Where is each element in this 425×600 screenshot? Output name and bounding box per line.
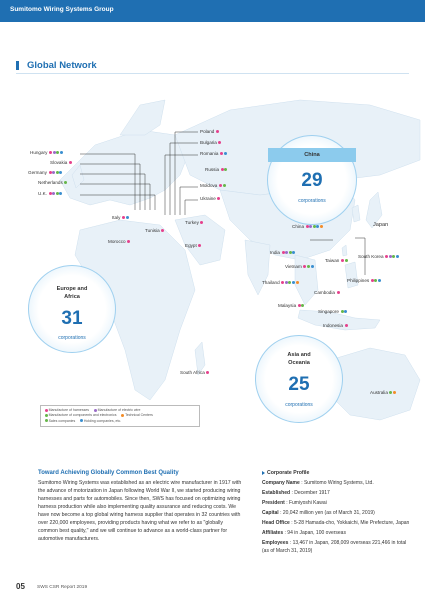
country-malaysia bbox=[278, 304, 304, 309]
business-dot bbox=[345, 259, 348, 262]
country-romania bbox=[200, 152, 227, 157]
business-dot bbox=[126, 216, 129, 219]
business-dot bbox=[313, 225, 316, 228]
country-dots bbox=[281, 251, 295, 256]
business-dot bbox=[221, 168, 224, 171]
business-dot bbox=[392, 255, 395, 258]
country-label: South Korea bbox=[358, 254, 384, 259]
business-dot bbox=[161, 229, 164, 232]
business-dot bbox=[56, 151, 59, 154]
profile-label: Head Office bbox=[262, 520, 290, 526]
profile-label: Affiliates bbox=[262, 530, 284, 536]
profile-row bbox=[262, 520, 412, 528]
profile-label: Company Name bbox=[262, 480, 300, 486]
business-dot bbox=[206, 371, 209, 374]
country-label: Tunisia bbox=[145, 228, 160, 233]
country-thailand bbox=[262, 281, 299, 286]
country-label: Hungary bbox=[30, 150, 48, 155]
country-label: Singapore bbox=[318, 309, 339, 314]
country-label: Japan bbox=[373, 222, 389, 228]
business-dot bbox=[285, 281, 288, 284]
country-label: Philippines bbox=[347, 278, 370, 283]
country-dots bbox=[121, 216, 128, 221]
profile-value: : Sumitomo Wiring Systems, Ltd. bbox=[301, 480, 374, 486]
business-dot bbox=[303, 265, 306, 268]
business-dot bbox=[289, 251, 292, 254]
country-dots bbox=[127, 240, 131, 245]
legend-dot bbox=[94, 409, 97, 412]
country-russia bbox=[205, 168, 227, 173]
country-label: Ukraine bbox=[200, 196, 216, 201]
country-dots bbox=[220, 168, 227, 173]
section-title: Global Network bbox=[27, 60, 97, 71]
business-dot bbox=[385, 255, 388, 258]
title-rule bbox=[16, 73, 409, 74]
region-china-unit: corporations bbox=[298, 198, 326, 204]
country-ukraine bbox=[200, 197, 220, 202]
country-dots bbox=[303, 265, 314, 270]
country-philippines bbox=[347, 279, 381, 284]
country-poland bbox=[200, 130, 219, 135]
country-uk bbox=[38, 192, 62, 197]
world-map bbox=[0, 80, 425, 450]
country-dots bbox=[206, 371, 210, 376]
business-dot bbox=[122, 216, 125, 219]
region-europe-name-1: Europe and bbox=[56, 286, 88, 292]
country-turkey bbox=[185, 221, 203, 226]
region-asia-name-2: Oceania bbox=[288, 360, 310, 366]
country-label: Poland bbox=[200, 129, 215, 134]
legend-label: Manufacture of harnesses bbox=[48, 408, 90, 412]
legend-label: Sales companies bbox=[48, 418, 76, 423]
country-dots bbox=[68, 161, 72, 166]
business-dot bbox=[217, 197, 220, 200]
body-title: Toward Achieving Globally Common Best Quality bbox=[38, 470, 179, 476]
business-dot bbox=[309, 225, 312, 228]
business-dot bbox=[389, 391, 392, 394]
business-dot bbox=[378, 279, 381, 282]
country-dots bbox=[305, 225, 323, 230]
business-dot bbox=[218, 141, 221, 144]
business-dot bbox=[59, 192, 62, 195]
country-vietnam bbox=[285, 265, 314, 270]
country-south-africa bbox=[180, 371, 209, 376]
business-dot bbox=[292, 281, 295, 284]
company-name: Sumitomo Wiring Systems Group bbox=[10, 6, 114, 13]
country-india bbox=[270, 251, 295, 256]
profile-row bbox=[262, 480, 412, 488]
country-label: Moldova bbox=[200, 183, 218, 188]
business-dot bbox=[64, 181, 67, 184]
business-dot bbox=[219, 184, 222, 187]
country-dots bbox=[217, 197, 221, 202]
country-label: Russia bbox=[205, 167, 220, 172]
header-band bbox=[0, 0, 425, 22]
country-dots bbox=[48, 171, 62, 176]
country-dots bbox=[344, 324, 348, 329]
country-dots bbox=[198, 244, 202, 249]
legend-item bbox=[120, 413, 152, 418]
legend-label: Manufacture of components and electronics bbox=[48, 413, 117, 418]
business-dot bbox=[371, 279, 374, 282]
business-dot bbox=[224, 152, 227, 155]
country-china bbox=[292, 225, 323, 230]
page-number: 05 bbox=[16, 582, 25, 591]
business-dot bbox=[307, 265, 310, 268]
business-dot bbox=[49, 171, 52, 174]
body-text: Sumitomo Wiring Systems was established as an electric wire manufacturer in 1917 with the advance of motorization in Japan following World War II, we started producing wiring harnesses and parts for automobiles. Since then, SWS has focused on optimizing wiring harness production while also implementing quality assurance and reducing costs. We have now become a top global wiring harness supplier that operates in 32 countries with over 220,000 employees, providing products having what we refer to as "globally common best quality," and we will continue to advance as a world-class partner for automotive manufacturers. bbox=[38, 480, 242, 543]
profile-row bbox=[262, 540, 412, 555]
country-italy bbox=[112, 216, 129, 221]
region-europe-unit: corporations bbox=[58, 335, 86, 341]
region-asia-unit: corporations bbox=[285, 402, 313, 408]
region-asia-name-1: Asia and bbox=[287, 352, 311, 358]
business-dot bbox=[281, 281, 284, 284]
business-dot bbox=[292, 251, 295, 254]
region-china bbox=[267, 135, 357, 225]
country-dots bbox=[48, 151, 62, 156]
business-dot bbox=[341, 259, 344, 262]
country-indonesia bbox=[323, 324, 348, 329]
map-legend bbox=[40, 405, 200, 427]
profile-label: Established bbox=[262, 490, 291, 496]
business-dot bbox=[341, 310, 344, 313]
business-dot bbox=[393, 391, 396, 394]
business-dot bbox=[288, 281, 291, 284]
business-dot bbox=[49, 151, 52, 154]
business-dot bbox=[282, 251, 285, 254]
legend-dot bbox=[45, 419, 48, 422]
business-dot bbox=[337, 291, 340, 294]
business-dot bbox=[374, 279, 377, 282]
region-asia-count: 25 bbox=[288, 374, 310, 395]
profile-label: President bbox=[262, 500, 285, 506]
country-bulgaria bbox=[200, 141, 221, 146]
business-dot bbox=[320, 225, 323, 228]
title-marker bbox=[16, 61, 23, 70]
business-dot bbox=[298, 304, 301, 307]
country-dots bbox=[385, 255, 399, 260]
business-dot bbox=[311, 265, 314, 268]
country-egypt bbox=[185, 244, 201, 249]
country-singapore bbox=[318, 310, 347, 315]
business-dot bbox=[60, 151, 63, 154]
country-label: Netherlands bbox=[38, 180, 63, 185]
country-germany bbox=[28, 171, 62, 176]
country-australia bbox=[370, 391, 396, 396]
country-dots bbox=[215, 130, 219, 135]
business-dot bbox=[223, 184, 226, 187]
business-dot bbox=[53, 151, 56, 154]
legend-label: Holding companies, etc. bbox=[83, 418, 122, 423]
legend-item bbox=[79, 419, 121, 424]
legend-dot bbox=[45, 414, 48, 417]
profile-value: : 94 in Japan, 100 overseas bbox=[284, 530, 346, 536]
legend-label: Technical Centers bbox=[125, 413, 153, 418]
country-dots bbox=[281, 281, 299, 286]
legend-dot bbox=[80, 419, 83, 422]
business-dot bbox=[52, 192, 55, 195]
business-dot bbox=[296, 281, 299, 284]
business-dot bbox=[344, 310, 347, 313]
country-dots bbox=[297, 304, 304, 309]
profile-value: : 20,042 million yen (as of March 31, 2019) bbox=[280, 510, 375, 516]
country-taiwan bbox=[325, 259, 348, 264]
region-europe-name-2: Africa bbox=[64, 294, 80, 300]
country-dots bbox=[340, 259, 347, 264]
profile-row bbox=[262, 530, 412, 538]
country-morocco bbox=[108, 240, 130, 245]
corporate-profile bbox=[262, 480, 412, 558]
country-label: Vietnam bbox=[285, 264, 302, 269]
business-dot bbox=[69, 161, 72, 164]
legend-dot bbox=[45, 409, 48, 412]
country-label: Cambodia bbox=[314, 290, 335, 295]
region-china-count: 29 bbox=[301, 170, 323, 191]
country-cambodia bbox=[314, 291, 340, 296]
country-dots bbox=[218, 184, 225, 189]
country-label: Malaysia bbox=[278, 303, 297, 308]
country-label: Australia bbox=[370, 390, 388, 395]
profile-label: Employees bbox=[262, 540, 289, 546]
business-dot bbox=[198, 244, 201, 247]
business-dot bbox=[285, 251, 288, 254]
business-dot bbox=[301, 304, 304, 307]
business-dot bbox=[306, 225, 309, 228]
profile-value: : December 1917 bbox=[291, 490, 330, 496]
country-dots bbox=[389, 391, 396, 396]
country-label: India bbox=[270, 250, 280, 255]
country-label: U.K. bbox=[38, 191, 47, 196]
profile-value: : 5-28 Hamada-cho, Yokkaichi, Mie Prefecture, Japan bbox=[291, 520, 410, 526]
country-dots bbox=[370, 279, 381, 284]
country-label: Egypt bbox=[185, 243, 197, 248]
business-dot bbox=[224, 168, 227, 171]
region-china-name: China bbox=[304, 152, 320, 158]
profile-heading: Corporate Profile bbox=[262, 470, 309, 476]
country-label: Italy bbox=[112, 215, 121, 220]
business-dot bbox=[216, 130, 219, 133]
profile-row bbox=[262, 500, 412, 508]
business-dot bbox=[52, 171, 55, 174]
country-dots bbox=[48, 192, 62, 197]
country-dots bbox=[161, 229, 165, 234]
country-dots bbox=[200, 221, 204, 226]
legend-item bbox=[44, 419, 75, 424]
country-netherlands bbox=[38, 181, 67, 186]
profile-label: Capital bbox=[262, 510, 279, 516]
country-label: Thailand bbox=[262, 280, 280, 285]
country-dots bbox=[64, 181, 68, 186]
country-tunisia bbox=[145, 229, 164, 234]
business-dot bbox=[59, 171, 62, 174]
business-dot bbox=[127, 240, 130, 243]
business-dot bbox=[316, 225, 319, 228]
legend-label: Manufacture of electric wire bbox=[97, 408, 141, 412]
region-europe-africa bbox=[28, 265, 116, 353]
country-dots bbox=[340, 310, 347, 315]
profile-row bbox=[262, 490, 412, 498]
country-south-korea bbox=[358, 255, 399, 260]
profile-row bbox=[262, 510, 412, 518]
business-dot bbox=[345, 324, 348, 327]
country-label: Romania bbox=[200, 151, 219, 156]
country-label: Germany bbox=[28, 170, 47, 175]
country-label: Bulgaria bbox=[200, 140, 217, 145]
country-label: Slovakia bbox=[50, 160, 68, 165]
legend-dot bbox=[121, 414, 124, 417]
report-name: SWS CSR Report 2019 bbox=[37, 585, 88, 590]
profile-value: : Fumiyoshi Kawai bbox=[286, 500, 327, 506]
business-dot bbox=[56, 192, 59, 195]
country-japan bbox=[373, 223, 388, 229]
country-dots bbox=[336, 291, 340, 296]
country-label: Turkey bbox=[185, 220, 199, 225]
business-dot bbox=[200, 221, 203, 224]
business-dot bbox=[389, 255, 392, 258]
region-asia-oceania bbox=[255, 335, 343, 423]
business-dot bbox=[396, 255, 399, 258]
country-dots bbox=[219, 152, 226, 157]
profile-value: : 13,467 in Japan, 208,009 overseas 221,466 in total (as of March 31, 2019) bbox=[262, 540, 407, 554]
country-dots bbox=[218, 141, 222, 146]
country-label: Taiwan bbox=[325, 258, 340, 263]
business-dot bbox=[220, 152, 223, 155]
region-europe-count: 31 bbox=[61, 308, 83, 329]
business-dot bbox=[56, 171, 59, 174]
country-label: Morocco bbox=[108, 239, 126, 244]
country-moldova bbox=[200, 184, 226, 189]
business-dot bbox=[49, 192, 52, 195]
country-label: South Africa bbox=[180, 370, 205, 375]
country-label: China bbox=[292, 224, 305, 229]
country-hungary bbox=[30, 151, 63, 156]
country-slovakia bbox=[50, 161, 72, 166]
country-label: Indonesia bbox=[323, 323, 343, 328]
